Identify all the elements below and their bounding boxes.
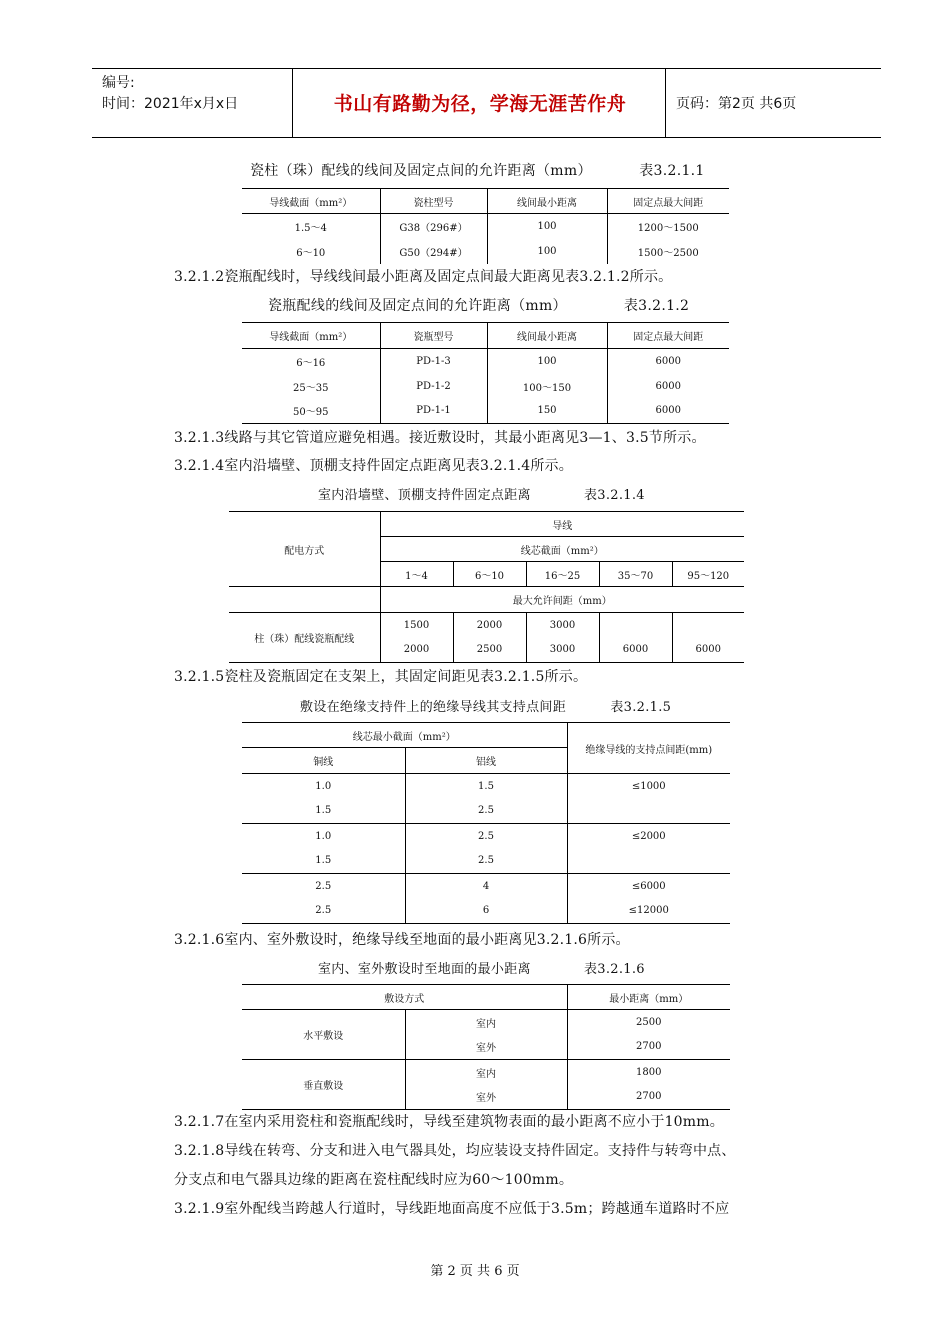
size-cell: 35～70	[599, 562, 672, 587]
table5-caption: 室内、室外敷设时至地面的最小距离 表3.2.1.6	[318, 962, 645, 977]
table-row	[242, 799, 730, 824]
table-row	[242, 374, 729, 399]
table-cell: 2.5	[242, 899, 405, 924]
table-3-2-1-4	[229, 511, 744, 663]
header-divider	[292, 69, 293, 137]
table-cell: PD-1-2	[380, 374, 487, 399]
table-cell: G38（296#）	[380, 214, 487, 239]
min-distance-header: 最小距离（mm）	[567, 985, 730, 1010]
table-cell: 1800	[636, 1066, 662, 1078]
table-cell: 1.5	[242, 799, 405, 824]
paragraph-3-2-1-7: 3.2.1.7在室内采用瓷柱和瓷瓶配线时，导线至建筑物表面的最小距离不应小于10mm。	[174, 1114, 724, 1130]
table-cell: 1.5～4	[242, 214, 380, 239]
table-row	[242, 399, 729, 424]
max-spacing-header: 最大允许间距（mm）	[380, 587, 744, 613]
table-cell: 50～95	[242, 399, 380, 424]
table-row	[242, 239, 729, 264]
empty-cell	[567, 849, 730, 874]
table-cell: 1200～1500	[637, 222, 699, 234]
conductor-header: 导线	[380, 512, 744, 537]
table1-caption: 瓷柱（珠）配线的线间及固定点间的允许距离（mm） 表3.2.1.1	[250, 163, 705, 179]
table-row	[242, 774, 730, 799]
method-header: 配电方式	[229, 512, 380, 587]
table-cell: 1.5	[405, 774, 567, 799]
table-cell: 6000	[655, 380, 681, 392]
table-3-2-1-6	[242, 984, 730, 1110]
header-meta	[102, 73, 238, 115]
table-cell: 1.5	[242, 849, 405, 874]
table-cell: 室外	[405, 1085, 567, 1110]
table-header-row	[242, 323, 729, 349]
group-label: 水平敷设	[242, 1010, 405, 1060]
table-cell: 6000	[655, 355, 681, 367]
table-cell: 室内	[405, 1010, 567, 1035]
table-cell: 2700	[567, 1035, 730, 1060]
header-cell: 瓷瓶型号	[380, 323, 487, 349]
paragraph-3-2-1-8: 3.2.1.8导线在转弯、分支和进入电气器具处，均应装设支持件固定。支持件与转弯中点、	[174, 1143, 736, 1159]
spacing-header: 绝缘导线的支持点间距(mm)	[567, 723, 730, 774]
method-header: 敷设方式	[242, 985, 567, 1010]
table-cell: 6000	[599, 638, 672, 663]
table-cell	[672, 613, 744, 638]
table-cell: 25～35	[242, 374, 380, 399]
table-cell: 100	[487, 239, 607, 264]
table3-caption: 室内沿墙壁、顶棚支持件固定点距离 表3.2.1.4	[318, 488, 645, 503]
paragraph-3-2-1-3: 3.2.1.3线路与其它管道应避免相遇。接近敷设时，其最小距离见3—1、3.5节所示。	[174, 430, 706, 446]
page-header	[92, 68, 881, 138]
table-cell: 6	[405, 899, 567, 924]
paragraph-3-2-1-6: 3.2.1.6室内、室外敷设时，绝缘导线至地面的最小距离见3.2.1.6所示。	[174, 932, 630, 948]
group-label: 垂直敷设	[242, 1060, 405, 1110]
paragraph-3-2-1-2: 3.2.1.2瓷瓶配线时，导线线间最小距离及固定点间最大距离见表3.2.1.2所示。	[174, 269, 673, 285]
copper-header: 铜线	[242, 748, 405, 774]
header-cell: 固定点最大间距	[607, 323, 729, 349]
size-cell: 6～10	[453, 562, 526, 587]
table-cell: 2.5	[405, 849, 567, 874]
table-cell: 2500	[453, 638, 526, 663]
row-label: 柱（珠）配线瓷瓶配线	[229, 613, 380, 663]
table-cell: 6000	[672, 638, 744, 663]
table-cell: 1.0	[242, 774, 405, 799]
table-cell: ≤12000	[567, 899, 730, 924]
table-cell: PD-1-3	[380, 349, 487, 374]
header-cell: 导线截面（mm²）	[242, 323, 380, 349]
table-cell: 室外	[405, 1035, 567, 1060]
table-3-2-1-5	[242, 722, 730, 924]
min-section-header: 线芯最小截面（mm²）	[242, 723, 567, 748]
table-row	[242, 214, 729, 239]
header-motto: 书山有路勤为径，学海无涯苦作舟	[333, 93, 627, 115]
table-cell: 1.0	[242, 824, 405, 849]
table4-caption: 敷设在绝缘支持件上的绝缘导线其支持点间距 表3.2.1.5	[300, 700, 672, 715]
table-cell: 6000	[607, 399, 729, 424]
paragraph-3-2-1-5: 3.2.1.5瓷柱及瓷瓶固定在支架上，其固定间距见表3.2.1.5所示。	[174, 669, 588, 685]
table-row	[229, 613, 744, 638]
table-cell: 2.5	[405, 824, 567, 849]
table-cell: PD-1-1	[380, 399, 487, 424]
table-cell: 2700	[567, 1085, 730, 1110]
table-header-row	[242, 189, 729, 214]
table-row	[242, 874, 730, 899]
aluminum-header: 铝线	[405, 748, 567, 774]
table-row	[242, 849, 730, 874]
table-cell: 6～16	[242, 349, 380, 374]
size-cell: 16～25	[526, 562, 599, 587]
table-cell: 2000	[380, 638, 453, 663]
table-cell: 室内	[405, 1060, 567, 1085]
header-cell: 线间最小距离	[487, 189, 607, 214]
paragraph-3-2-1-4: 3.2.1.4室内沿墙壁、顶棚支持件固定点距离见表3.2.1.4所示。	[174, 458, 573, 474]
table-row	[242, 1010, 730, 1035]
table-cell	[599, 613, 672, 638]
table-cell: ≤6000	[631, 880, 666, 892]
table-cell: 2500	[636, 1016, 662, 1028]
table-cell: 4	[405, 874, 567, 899]
page-footer: 第 2 页 共 6 页	[430, 1264, 520, 1279]
table-cell: 150	[487, 399, 607, 424]
table-cell: 1500	[380, 613, 453, 638]
table-cell: 2000	[453, 613, 526, 638]
table-3-2-1-2	[242, 322, 729, 424]
header-cell: 线间最小距离	[487, 323, 607, 349]
table-row	[242, 1060, 730, 1085]
table-cell: 2.5	[242, 874, 405, 899]
table-cell: 1500～2500	[637, 247, 699, 259]
empty-cell	[567, 799, 730, 824]
empty-cell	[229, 587, 380, 613]
table-cell: 6～10	[242, 239, 380, 264]
table-row	[242, 349, 729, 374]
table-cell: ≤1000	[631, 780, 666, 792]
table2-caption: 瓷瓶配线的线间及固定点间的允许距离（mm） 表3.2.1.2	[268, 298, 690, 314]
table-cell: 100	[487, 349, 607, 374]
table-row	[242, 899, 730, 924]
table-cell: ≤2000	[631, 830, 666, 842]
table-cell: 100	[487, 214, 607, 239]
time-label: 时间：2021年x月x日	[102, 96, 239, 112]
paragraph-3-2-1-8-cont: 分支点和电气器具边缘的距离在瓷柱配线时应为60～100mm。	[174, 1172, 574, 1188]
core-section-header: 线芯截面（mm²）	[380, 537, 744, 562]
paragraph-3-2-1-9: 3.2.1.9室外配线当跨越人行道时，导线距地面高度不应低于3.5m；跨越通车道路时不应	[174, 1201, 730, 1217]
size-cell: 1～4	[380, 562, 453, 587]
code-label: 编号:	[102, 75, 135, 91]
table-cell: 3000	[526, 613, 599, 638]
page-label: 页码：第2页 共6页	[676, 96, 797, 112]
table-row	[242, 824, 730, 849]
table-3-2-1-1	[242, 188, 729, 264]
size-cell: 95～120	[672, 562, 744, 587]
header-cell: 瓷柱型号	[380, 189, 487, 214]
table-cell: 100～150	[487, 374, 607, 399]
table-cell: G50（294#）	[380, 239, 487, 264]
header-cell: 固定点最大间距	[607, 189, 729, 214]
table-cell: 3000	[526, 638, 599, 663]
table-cell: 2.5	[405, 799, 567, 824]
header-cell: 导线截面（mm²）	[242, 189, 380, 214]
